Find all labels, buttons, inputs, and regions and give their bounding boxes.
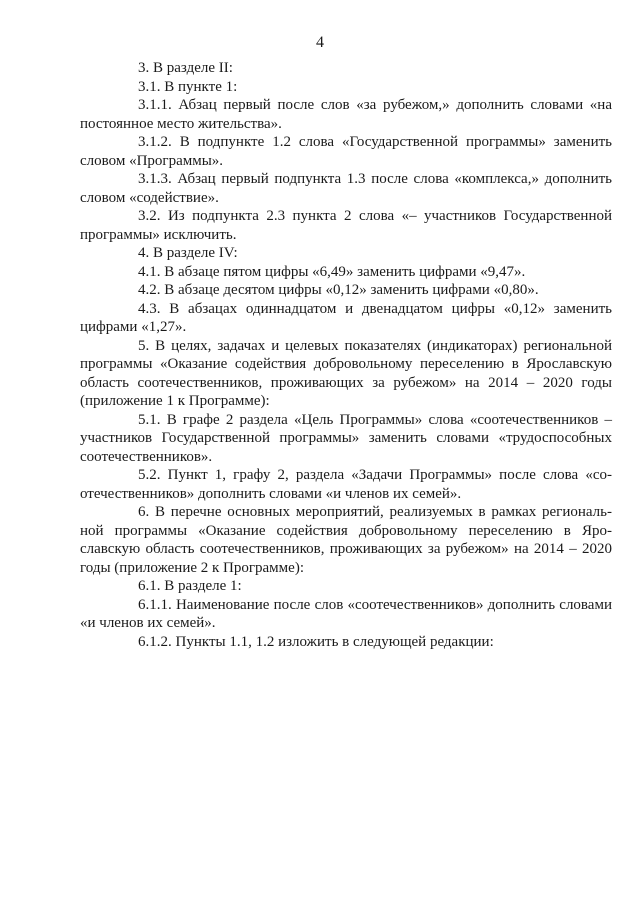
- paragraph-3: 3. В разделе II:: [138, 60, 233, 76]
- document-body: [80, 59, 612, 651]
- paragraph-4: 4. В разделе IV:: [138, 245, 238, 261]
- paragraph-3-1-1: 3.1.1. Абзац первый после слов «за рубежом,» дополнить словами «на постоянное место жительства».: [80, 97, 612, 132]
- paragraph-4-2: 4.2. В абзаце десятом цифры «0,12» заменить цифрами «0,80».: [138, 282, 539, 298]
- paragraph-6-1: 6.1. В разделе 1:: [138, 578, 242, 594]
- paragraph-6: 6. В перечне основных мероприятий, реализуемых в рамках региональной программы «Оказание содействия добровольному переселению в Ярославскую область соотечественников, проживающих за рубежом» на 2014 – 2020 годы (приложение 2 к Программе):: [80, 504, 612, 576]
- paragraph-5-1: 5.1. В графе 2 раздела «Цель Программы» слова «соотечественников – участников Государственной программы» заменить словами «трудоспособных соотечественников».: [80, 411, 612, 465]
- page-number: 4: [316, 34, 324, 51]
- paragraph-5-2: 5.2. Пункт 1, графу 2, раздела «Задачи Программы» после слова «соотечественников» дополнить словами «и членов их семей».: [80, 467, 612, 502]
- paragraph-4-3: 4.3. В абзацах одиннадцатом и двенадцатом цифры «0,12» заменить цифрами «1,27».: [80, 300, 612, 335]
- paragraph-3-2: 3.2. Из подпункта 2.3 пункта 2 слова «– участников Государственной программы» исключить.: [80, 208, 612, 243]
- paragraph-3-1-2: 3.1.2. В подпункте 1.2 слова «Государственной программы» заменить словом «Программы».: [80, 134, 612, 169]
- paragraph-3-1: 3.1. В пункте 1:: [138, 78, 238, 95]
- paragraph-4-1: 4.1. В абзаце пятом цифры «6,49» заменить цифрами «9,47».: [138, 263, 526, 280]
- paragraph-3-1-3: 3.1.3. Абзац первый подпункта 1.3 после слова «комплекса,» дополнить словом «содействие».: [80, 171, 612, 206]
- paragraph-6-1-1: 6.1.1. Наименование после слов «соотечественников» дополнить словами «и членов их семей».: [80, 596, 612, 631]
- paragraph-6-1-2: 6.1.2. Пункты 1.1, 1.2 изложить в следующей редакции:: [138, 633, 494, 650]
- paragraph-5: 5. В целях, задачах и целевых показателях (индикаторах) региональной программы «Оказание содействия добровольному переселению в Ярославскую область соотечественников, проживающих за рубежом» на 2014 – 2020 годы (приложение 1 к Программе):: [80, 337, 612, 409]
